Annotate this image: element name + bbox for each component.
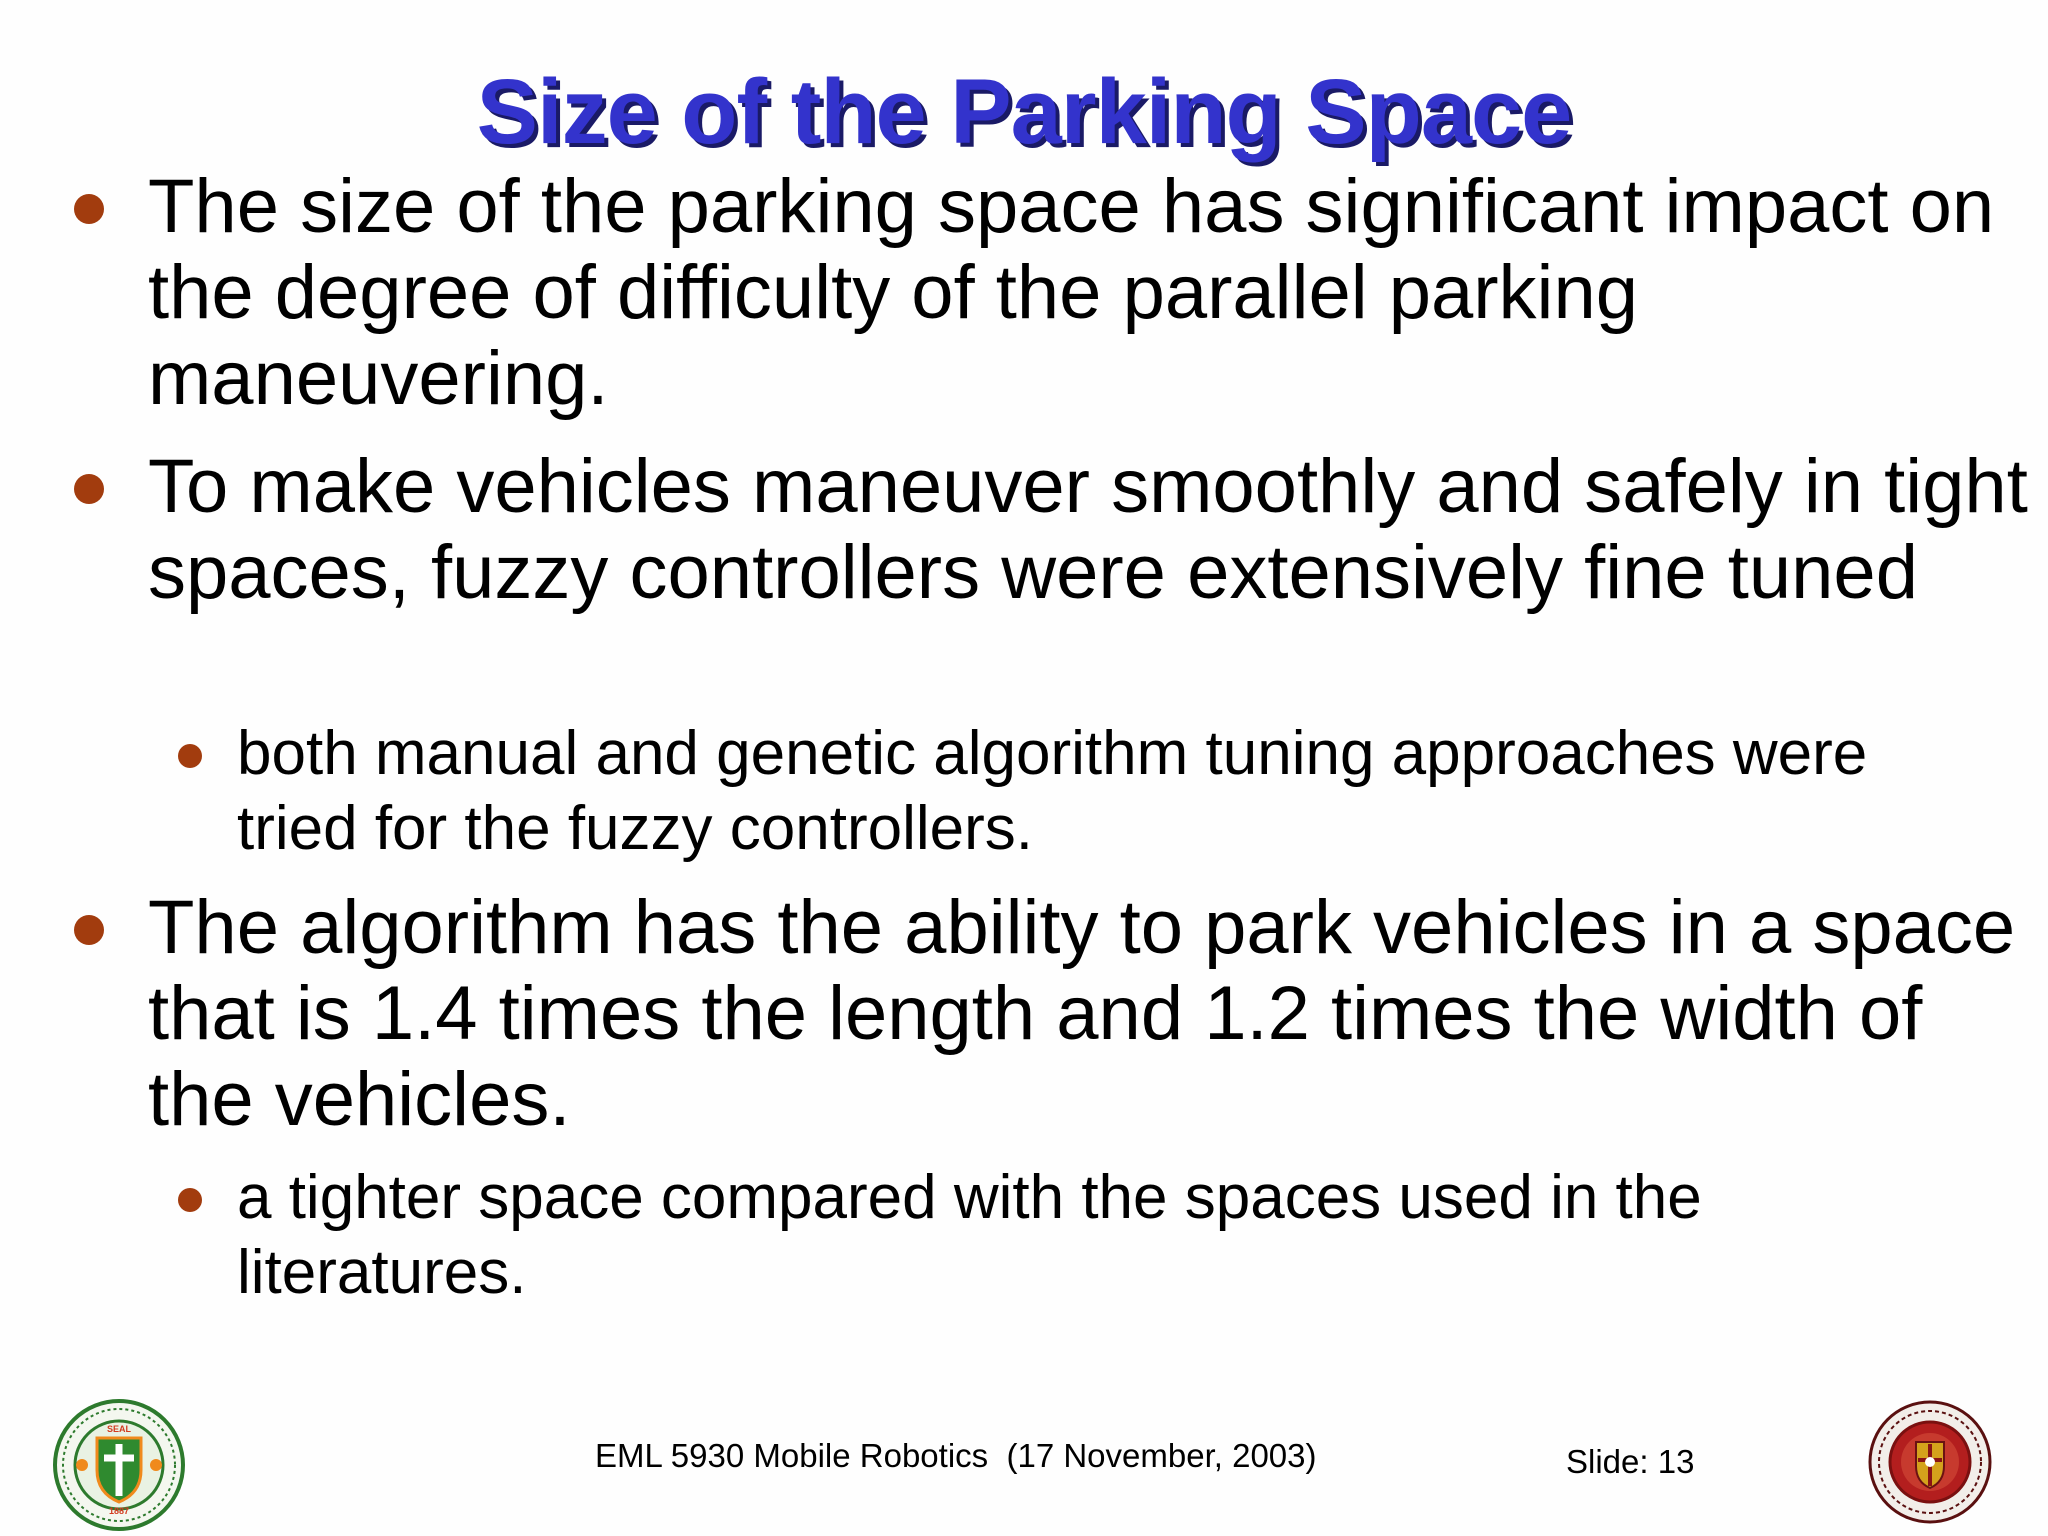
bullet-text: To make vehicles maneuver smoothly and safely in tight spaces, fuzzy controllers were extensively fine tuned [148, 444, 2028, 615]
famu-seal-logo [52, 1398, 186, 1532]
svg-text:1887: 1887 [108, 1506, 130, 1516]
bullet-text: The algorithm has the ability to park vehicles in a space that is 1.4 times the length and 1.2 times the width of the vehicles. [148, 885, 2016, 1142]
slide-number-value: 13 [1657, 1443, 1695, 1480]
bullet-item-1 [148, 164, 2028, 422]
bullet-item-3 [148, 885, 2028, 1143]
bullet-item-2 [148, 444, 2028, 616]
svg-text:SEAL: SEAL [106, 1424, 132, 1434]
fsu-seal-logo [1868, 1400, 1992, 1524]
sub-bullet-dot-icon [178, 744, 202, 768]
sub-bullet-text: both manual and genetic algorithm tuning approaches were tried for the fuzzy controllers. [237, 719, 1868, 863]
bullet-dot-icon [74, 474, 104, 504]
footer-course-date: EML 5930 Mobile Robotics (17 November, 2003) [595, 1437, 1317, 1474]
bullet-text: The size of the parking space has significant impact on the degree of difficulty of the parallel parking maneuvering. [148, 164, 1995, 421]
bullet-dot-icon [74, 915, 104, 945]
sub-bullet-dot-icon [178, 1188, 202, 1212]
sub-bullet-item-2 [237, 1160, 1987, 1310]
sub-bullet-item-1 [237, 716, 1987, 866]
slide-title: Size of the Parking Space [476, 61, 1572, 163]
slide-number-label: Slide: [1566, 1443, 1658, 1480]
sub-bullet-text: a tighter space compared with the spaces used in the literatures. [237, 1163, 1702, 1307]
slide-number [1566, 1443, 1694, 1481]
bullet-dot-icon [74, 194, 104, 224]
